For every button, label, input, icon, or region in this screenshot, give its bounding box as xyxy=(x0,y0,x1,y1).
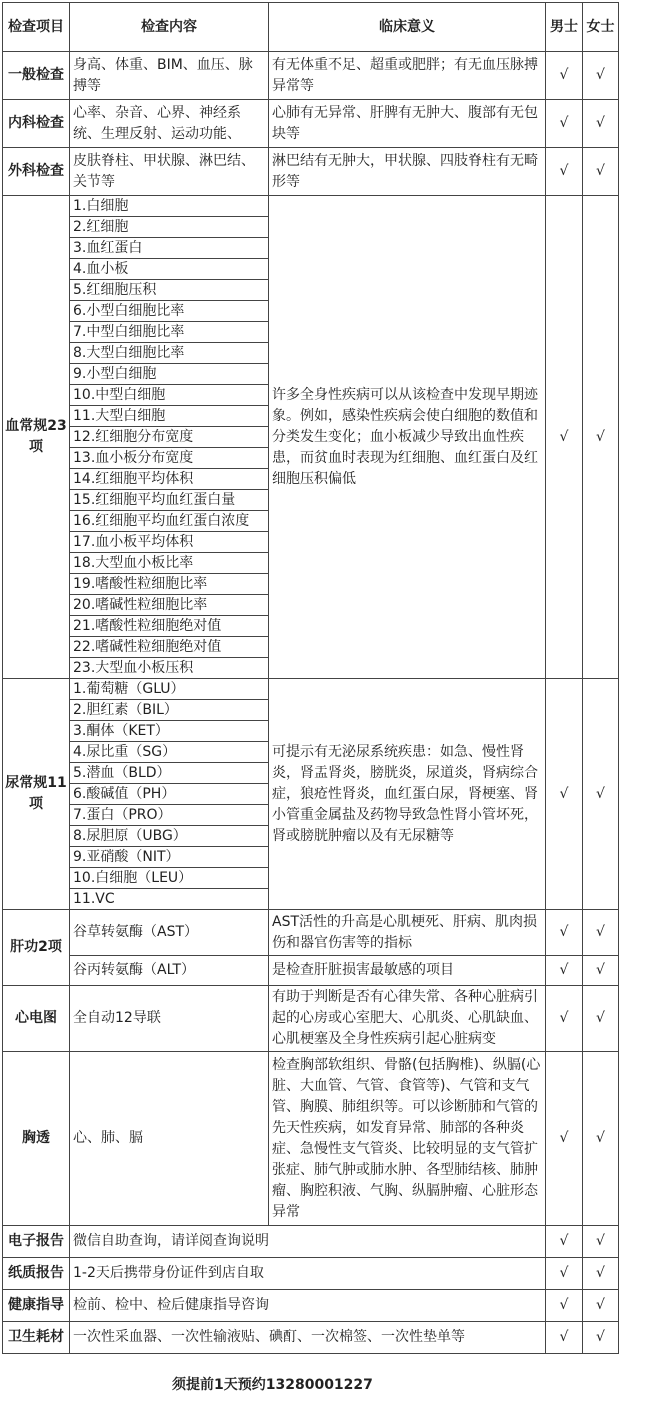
content-cell: 身高、体重、BIM、血压、脉搏等 xyxy=(70,52,269,100)
content-cell: 全自动12导联 xyxy=(70,986,269,1052)
sub-item-cell: 9.小型白细胞 xyxy=(70,364,269,385)
sub-item-cell: 8.大型白细胞比率 xyxy=(70,343,269,364)
category-cell: 卫生耗材 xyxy=(3,1322,70,1354)
table-row xyxy=(3,1052,619,1226)
female-check: √ xyxy=(583,1226,619,1258)
sub-item-cell: 21.嗜酸性粒细胞绝对值 xyxy=(70,616,269,637)
category-cell: 纸质报告 xyxy=(3,1258,70,1290)
sub-item-cell: 11.VC xyxy=(70,889,269,910)
header-row xyxy=(3,3,619,52)
table-row xyxy=(3,100,619,148)
female-check: √ xyxy=(583,52,619,100)
female-check: √ xyxy=(583,148,619,196)
table-row xyxy=(3,1290,619,1322)
header-content: 检查内容 xyxy=(70,3,269,52)
content-cell: 心率、杂音、心界、神经系统、生理反射、运动功能、 xyxy=(70,100,269,148)
sub-item-cell: 1.白细胞 xyxy=(70,196,269,217)
table-row xyxy=(3,148,619,196)
table-row xyxy=(3,1322,619,1354)
female-check: √ xyxy=(583,910,619,956)
sub-item-cell: 19.嗜酸性粒细胞比率 xyxy=(70,574,269,595)
male-check: √ xyxy=(546,679,583,910)
sub-item-cell: 9.亚硝酸（NIT） xyxy=(70,847,269,868)
female-check: √ xyxy=(583,196,619,679)
content-cell: 1-2天后携带身份证件到店自取 xyxy=(70,1258,546,1290)
header-item: 检查项目 xyxy=(3,3,70,52)
sub-item-cell: 6.酸碱值（PH） xyxy=(70,784,269,805)
sub-item-cell: 15.红细胞平均血红蛋白量 xyxy=(70,490,269,511)
content-cell: 微信自助查询，请详阅查询说明 xyxy=(70,1226,546,1258)
category-cell: 血常规23项 xyxy=(3,196,70,679)
male-check: √ xyxy=(546,1322,583,1354)
meaning-cell: 是检查肝脏损害最敏感的项目 xyxy=(269,956,546,986)
sub-item-cell: 4.尿比重（SG） xyxy=(70,742,269,763)
sub-item-cell: 1.葡萄糖（GLU） xyxy=(70,679,269,700)
table-body xyxy=(3,52,619,1354)
sub-item-cell: 14.红细胞平均体积 xyxy=(70,469,269,490)
category-cell: 尿常规11项 xyxy=(3,679,70,910)
sub-item-cell: 20.嗜碱性粒细胞比率 xyxy=(70,595,269,616)
header-male: 男士 xyxy=(546,3,583,52)
category-cell: 电子报告 xyxy=(3,1226,70,1258)
male-check: √ xyxy=(546,52,583,100)
content-cell: 检前、检中、检后健康指导咨询 xyxy=(70,1290,546,1322)
table-row xyxy=(3,196,619,217)
table-row xyxy=(3,1226,619,1258)
sub-item-cell: 8.尿胆原（UBG） xyxy=(70,826,269,847)
meaning-cell: 可提示有无泌尿系统疾患：如急、慢性肾炎，肾盂肾炎，膀胱炎，尿道炎，肾病综合症，狼疮性肾炎，血红蛋白尿，肾梗塞、肾小管重金属盐及药物导致急性肾小管坏死，肾或膀胱肿瘤以及有无尿糖等 xyxy=(269,679,546,910)
sub-item-cell: 3.血红蛋白 xyxy=(70,238,269,259)
content-cell: 谷丙转氨酶（ALT） xyxy=(70,956,269,986)
male-check: √ xyxy=(546,986,583,1052)
meaning-cell: 心肺有无异常、肝脾有无肿大、腹部有无包块等 xyxy=(269,100,546,148)
category-cell: 肝功2项 xyxy=(3,910,70,986)
content-cell: 一次性采血器、一次性输液贴、碘酊、一次棉签、一次性垫单等 xyxy=(70,1322,546,1354)
female-check: √ xyxy=(583,1052,619,1226)
table-row xyxy=(3,986,619,1052)
content-cell: 皮肤脊柱、甲状腺、淋巴结、关节等 xyxy=(70,148,269,196)
male-check: √ xyxy=(546,1290,583,1322)
male-check: √ xyxy=(546,1052,583,1226)
sub-item-cell: 5.红细胞压积 xyxy=(70,280,269,301)
appointment-note: 须提前1天预约13280001227 xyxy=(172,1377,373,1393)
male-check: √ xyxy=(546,910,583,956)
meaning-cell: 淋巴结有无肿大，甲状腺、四肢脊柱有无畸形等 xyxy=(269,148,546,196)
male-check: √ xyxy=(546,1258,583,1290)
sub-item-cell: 13.血小板分布宽度 xyxy=(70,448,269,469)
male-check: √ xyxy=(546,1226,583,1258)
sub-item-cell: 5.潜血（BLD） xyxy=(70,763,269,784)
sub-item-cell: 11.大型白细胞 xyxy=(70,406,269,427)
meaning-cell: 检查胸部软组织、骨骼(包括胸椎)、纵膈(心脏、大血管、气管、食管等)、气管和支气管、胸膜、肺组织等。可以诊断肺和气管的先天性疾病，如发育异常、肺部的各种炎症、急慢性支气管炎、比较明显的支气管扩张症、肺气肿或肺水肿、各型肺结核、肺肿瘤、胸腔积液、气胸、纵膈肿瘤、心脏形态异常 xyxy=(269,1052,546,1226)
table-row xyxy=(3,1258,619,1290)
female-check: √ xyxy=(583,1290,619,1322)
sub-item-cell: 10.中型白细胞 xyxy=(70,385,269,406)
sub-item-cell: 7.中型白细胞比率 xyxy=(70,322,269,343)
checkup-items-table xyxy=(2,2,619,1354)
sub-item-cell: 22.嗜碱性粒细胞绝对值 xyxy=(70,637,269,658)
sub-item-cell: 2.胆红素（BIL） xyxy=(70,700,269,721)
header-female: 女士 xyxy=(583,3,619,52)
category-cell: 胸透 xyxy=(3,1052,70,1226)
sub-item-cell: 6.小型白细胞比率 xyxy=(70,301,269,322)
sub-item-cell: 7.蛋白（PRO） xyxy=(70,805,269,826)
category-cell: 外科检查 xyxy=(3,148,70,196)
sub-item-cell: 4.血小板 xyxy=(70,259,269,280)
sub-item-cell: 3.酮体（KET） xyxy=(70,721,269,742)
meaning-cell: 有助于判断是否有心律失常、各种心脏病引起的心房或心室肥大、心肌炎、心肌缺血、心肌梗塞及全身性疾病引起心脏病变 xyxy=(269,986,546,1052)
male-check: √ xyxy=(546,148,583,196)
category-cell: 内科检查 xyxy=(3,100,70,148)
female-check: √ xyxy=(583,679,619,910)
table-row xyxy=(3,956,619,986)
meaning-cell: 有无体重不足、超重或肥胖；有无血压脉搏异常等 xyxy=(269,52,546,100)
meaning-cell: AST活性的升高是心肌梗死、肝病、肌肉损伤和器官伤害等的指标 xyxy=(269,910,546,956)
checkup-table-container xyxy=(2,2,619,1354)
sub-item-cell: 10.白细胞（LEU） xyxy=(70,868,269,889)
table-row xyxy=(3,679,619,700)
male-check: √ xyxy=(546,956,583,986)
content-cell: 心、肺、膈 xyxy=(70,1052,269,1226)
female-check: √ xyxy=(583,100,619,148)
category-cell: 健康指导 xyxy=(3,1290,70,1322)
female-check: √ xyxy=(583,986,619,1052)
female-check: √ xyxy=(583,1322,619,1354)
header-meaning: 临床意义 xyxy=(269,3,546,52)
sub-item-cell: 16.红细胞平均血红蛋白浓度 xyxy=(70,511,269,532)
meaning-cell: 许多全身性疾病可以从该检查中发现早期迹象。例如，感染性疾病会使白细胞的数值和分类发生变化；血小板减少导致出血性疾患，而贫血时表现为红细胞、血红蛋白及红细胞压积偏低 xyxy=(269,196,546,679)
male-check: √ xyxy=(546,196,583,679)
category-cell: 一般检查 xyxy=(3,52,70,100)
table-row xyxy=(3,52,619,100)
female-check: √ xyxy=(583,1258,619,1290)
sub-item-cell: 18.大型血小板比率 xyxy=(70,553,269,574)
sub-item-cell: 12.红细胞分布宽度 xyxy=(70,427,269,448)
category-cell: 心电图 xyxy=(3,986,70,1052)
sub-item-cell: 2.红细胞 xyxy=(70,217,269,238)
male-check: √ xyxy=(546,100,583,148)
female-check: √ xyxy=(583,956,619,986)
table-row xyxy=(3,910,619,956)
sub-item-cell: 23.大型血小板压积 xyxy=(70,658,269,679)
content-cell: 谷草转氨酶（AST） xyxy=(70,910,269,956)
sub-item-cell: 17.血小板平均体积 xyxy=(70,532,269,553)
